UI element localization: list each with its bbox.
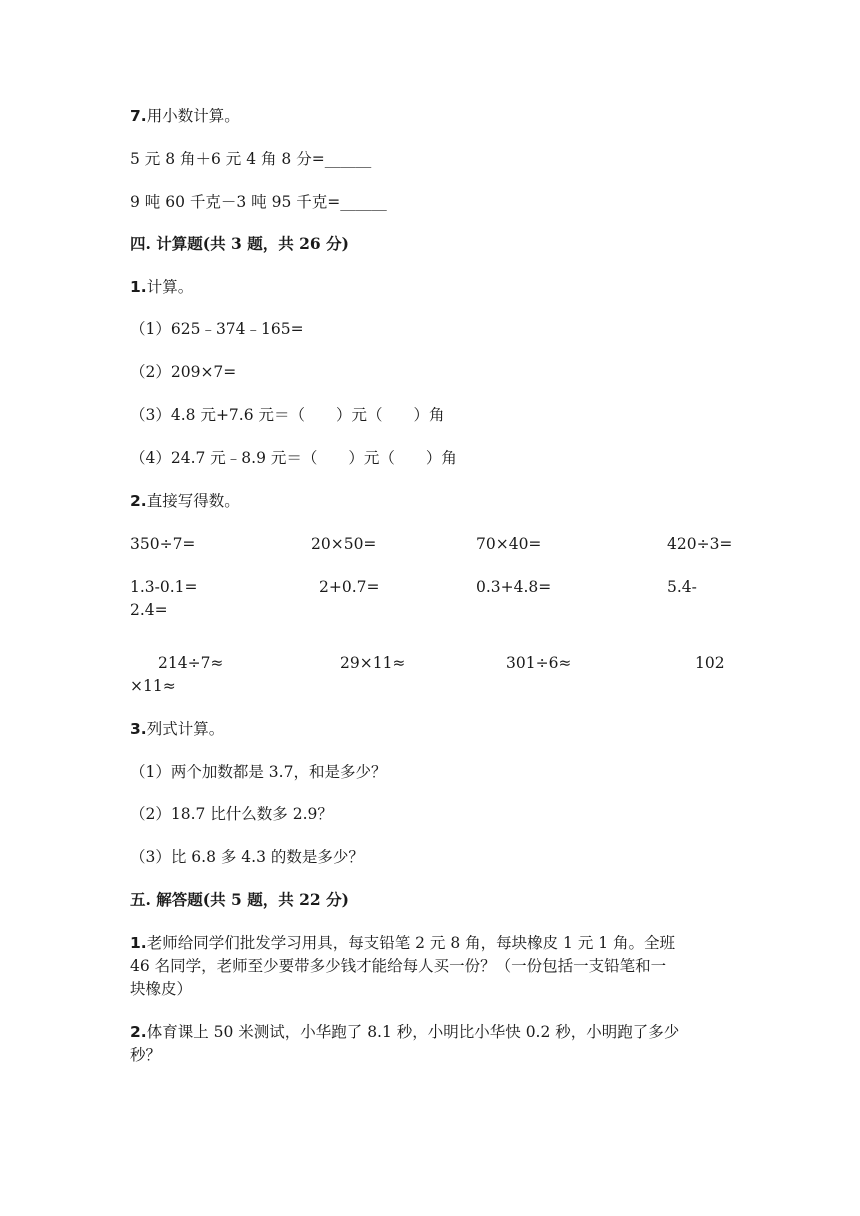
- q7-line-1: 5 元 8 角＋6 元 4 角 8 分=______: [130, 150, 372, 168]
- s4-q3-item-3: （3）比 6.8 多 4.3 的数是多少？: [130, 848, 364, 866]
- question-text: 计算。: [146, 278, 194, 296]
- question-number: 7.: [130, 107, 147, 125]
- section-5-heading: 五. 解答题(共 5 题，共 22 分): [130, 890, 349, 909]
- question-number: 1.: [130, 278, 147, 296]
- s4-q1-item-4: （4）24.7 元﹣8.9 元＝（ ）元（ ）角: [130, 449, 457, 467]
- calc-r1-c4: 420÷3=: [667, 535, 733, 553]
- s4-q1-item-2: （2）209×7=: [130, 363, 237, 381]
- calc-r2-c4: 5.4-: [667, 578, 697, 596]
- calc-r2-c3: 0.3+4.8=: [476, 578, 552, 596]
- s5-q2-line-2: 秒？: [130, 1046, 162, 1064]
- s4-q1-item-3: （3）4.8 元+7.6 元＝（ ）元（ ）角: [130, 406, 445, 424]
- s5-q1-line-1: [130, 932, 675, 954]
- calc-r2-wrap: 2.4=: [130, 601, 168, 619]
- s5-q2-line-1: [130, 1021, 679, 1043]
- question-text: 列式计算。: [146, 720, 225, 738]
- calc-r1-c1: 350÷7=: [130, 535, 196, 553]
- question-text: 老师给同学们批发学习用具，每支铅笔 2 元 8 角，每块橡皮 1 元 1 角。全班: [146, 934, 676, 952]
- question-number: 1.: [130, 934, 147, 952]
- calc-r3-c3: 301÷6≈: [506, 654, 572, 672]
- s4-q3-title: [130, 718, 224, 740]
- calc-r3-c1: 214÷7≈: [158, 654, 224, 672]
- s4-q3-item-1: （1）两个加数都是 3.7，和是多少？: [130, 763, 387, 781]
- question-text: 体育课上 50 米测试，小华跑了 8.1 秒，小明比小华快 0.2 秒，小明跑了多少: [146, 1023, 680, 1041]
- calc-r3-wrap: ×11≈: [130, 677, 176, 695]
- s4-q1-title: [130, 276, 193, 298]
- calc-r1-c3: 70×40=: [476, 535, 542, 553]
- calc-r1-c2: 20×50=: [311, 535, 377, 553]
- s5-q1-line-2: 46 名同学，老师至少要带多少钱才能给每人买一份？（一份包括一支铅笔和一: [130, 957, 667, 975]
- calc-r2-c1: 1.3-0.1=: [130, 578, 198, 596]
- question-number: 2.: [130, 492, 147, 510]
- s4-q2-title: [130, 490, 240, 512]
- calc-r2-c2: 2+0.7=: [319, 578, 380, 596]
- s4-q1-item-1: （1）625﹣374﹣165=: [130, 320, 304, 338]
- s4-q3-item-2: （2）18.7 比什么数多 2.9？: [130, 805, 333, 823]
- s5-q1-line-3: 块橡皮）: [130, 980, 193, 998]
- q7-line-2: 9 吨 60 千克－3 吨 95 千克=______: [130, 193, 387, 211]
- question-text: 直接写得数。: [146, 492, 240, 510]
- section-4-heading: 四. 计算题(共 3 题，共 26 分): [130, 234, 349, 253]
- calc-r3-c4: 102: [695, 654, 725, 672]
- question-7-title: [130, 105, 240, 127]
- question-number: 2.: [130, 1023, 147, 1041]
- calc-r3-c2: 29×11≈: [340, 654, 406, 672]
- question-text: 用小数计算。: [146, 107, 240, 125]
- question-number: 3.: [130, 720, 147, 738]
